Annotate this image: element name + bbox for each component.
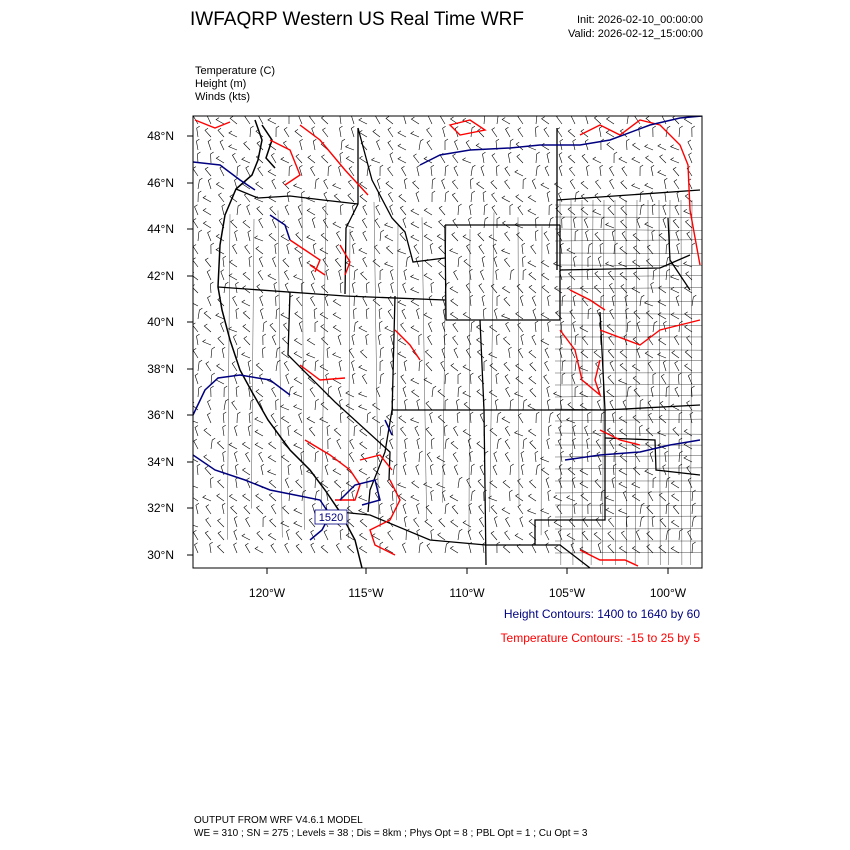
lat-label: 32°N [147, 501, 174, 515]
temperature-contours-legend: Temperature Contours: -15 to 25 by 5 [500, 631, 700, 645]
lat-label: 44°N [147, 222, 174, 236]
lon-label: 105°W [548, 586, 586, 600]
model-info: OUTPUT FROM WRF V4.6.1 MODEL [194, 815, 363, 826]
lon-label: 115°W [348, 586, 384, 600]
height-contours-legend: Height Contours: 1400 to 1640 by 60 [503, 607, 700, 621]
field-winds: Winds (kts) [195, 91, 250, 103]
lat-label: 48°N [147, 129, 174, 143]
latitude-ticks [187, 136, 193, 555]
longitude-labels [249, 586, 687, 600]
valid-time: Valid: 2026-02-12_15:00:00 [568, 28, 703, 40]
field-height: Height (m) [195, 78, 247, 90]
lat-label: 34°N [147, 455, 174, 469]
lat-label: 42°N [147, 269, 174, 283]
lon-label: 110°W [449, 586, 485, 600]
lat-label: 46°N [147, 176, 174, 190]
contour-label: 1520 [318, 512, 344, 524]
lat-label: 40°N [147, 315, 174, 329]
model-config: WE = 310 ; SN = 275 ; Levels = 38 ; Dis = 8km ; Phys Opt = 8 ; PBL Opt = 1 ; Cu Opt = 3 [194, 828, 588, 839]
init-time: Init: 2026-02-10_00:00:00 [577, 14, 703, 26]
lat-label: 38°N [147, 362, 174, 376]
lat-label: 30°N [147, 548, 174, 562]
map-title: IWFAQRP Western US Real Time WRF [190, 9, 524, 30]
lat-label: 36°N [147, 408, 174, 422]
longitude-ticks [267, 568, 668, 574]
lon-label: 100°W [649, 586, 687, 600]
field-temperature: Temperature (C) [195, 65, 276, 77]
lon-label: 120°W [248, 586, 286, 600]
latitude-labels [147, 129, 174, 562]
